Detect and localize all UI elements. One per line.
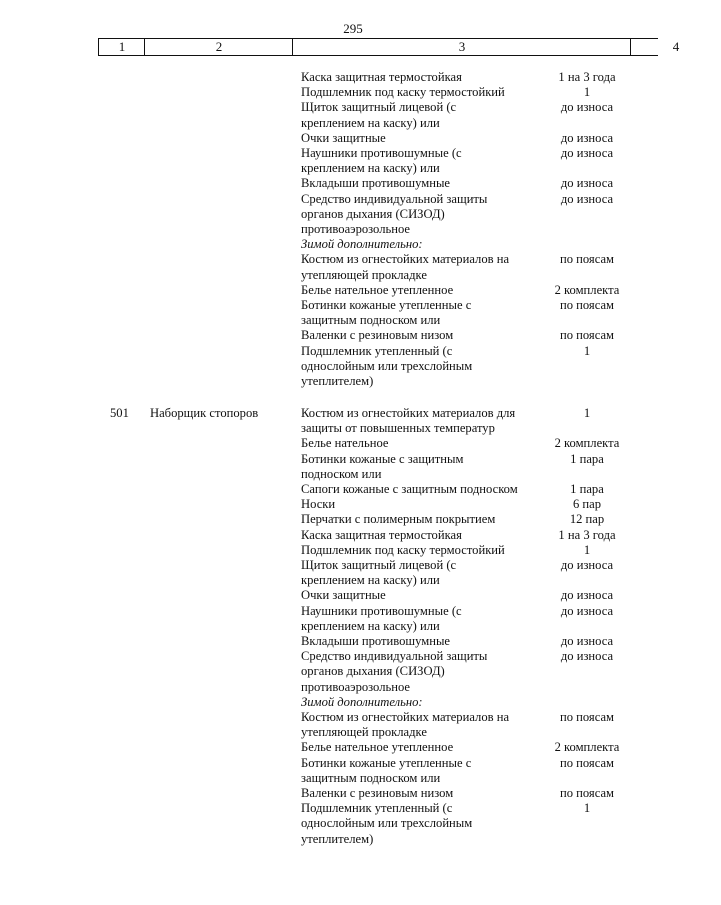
item-line: Наушники противошумные (с bbox=[301, 146, 462, 160]
item-quantity: 2 комплекта bbox=[554, 282, 620, 297]
item-quantity: 1 bbox=[583, 801, 591, 816]
item-line: органов дыхания (СИЗОД) bbox=[301, 206, 445, 221]
header-col-3: 3 bbox=[292, 39, 631, 55]
item-name bbox=[301, 436, 551, 451]
profession-name: Наборщик стопоров bbox=[150, 406, 259, 420]
item-quantity: до износа bbox=[560, 146, 614, 160]
item-quantity: до износа bbox=[560, 176, 614, 191]
item-name bbox=[301, 634, 551, 649]
item-quantity: до износа bbox=[560, 130, 614, 145]
item-line: Белье нательное утепленное bbox=[301, 740, 454, 755]
item-line: Вкладыши противошумные bbox=[301, 634, 451, 648]
item-quantity: до износа bbox=[560, 588, 614, 603]
item-quantity: 1 пара bbox=[570, 482, 604, 496]
table-header bbox=[98, 38, 680, 56]
item-quantity: 2 комплекта bbox=[554, 436, 620, 451]
item-name bbox=[301, 543, 551, 558]
item-line: утеплителем) bbox=[301, 831, 374, 846]
item-line: органов дыхания (СИЗОД) bbox=[301, 664, 445, 679]
item-line: подноском или bbox=[301, 466, 382, 481]
item-line: Средство индивидуальной защиты bbox=[301, 649, 488, 664]
item-line: Подшлемник утепленный (с bbox=[301, 343, 453, 358]
item-quantity: 1 пара bbox=[570, 451, 604, 466]
item-line: Наушники противошумные (с bbox=[301, 603, 462, 618]
header-col-1: 1 bbox=[98, 39, 145, 55]
item-name bbox=[301, 283, 551, 298]
item-line: Щиток защитный лицевой (с bbox=[301, 100, 457, 115]
item-name bbox=[301, 497, 551, 512]
item-line: креплением на каску) или bbox=[301, 161, 440, 176]
item-line: утепляющей прокладке bbox=[301, 267, 427, 282]
page-number: 295 bbox=[343, 21, 363, 36]
item-line: Костюм из огнестойких материалов на bbox=[301, 710, 510, 724]
item-name bbox=[301, 252, 551, 282]
item-name bbox=[301, 558, 551, 588]
item-line: Подшлемник под каску термостойкий bbox=[301, 85, 505, 100]
header-col-2: 2 bbox=[144, 39, 293, 55]
item-line: Белье нательное bbox=[301, 436, 389, 451]
item-line: Щиток защитный лицевой (с bbox=[301, 558, 457, 572]
item-line: Носки bbox=[301, 497, 336, 512]
item-quantity: до износа bbox=[560, 191, 614, 206]
item-line: Ботинки кожаные утепленные с bbox=[301, 298, 472, 312]
item-line: Подшлемник утепленный (с bbox=[301, 801, 453, 816]
section-note bbox=[301, 237, 551, 252]
section-note bbox=[301, 695, 551, 710]
item-line: Вкладыши противошумные bbox=[301, 176, 451, 191]
item-line: утеплителем) bbox=[301, 374, 374, 388]
item-quantity: 1 на 3 года bbox=[558, 527, 616, 542]
item-line: Перчатки с полимерным покрытием bbox=[301, 512, 496, 527]
item-name bbox=[301, 649, 551, 695]
item-quantity: по поясам bbox=[559, 298, 615, 312]
item-name bbox=[301, 604, 551, 634]
item-line: Каска защитная термостойкая bbox=[301, 70, 462, 84]
item-name bbox=[301, 588, 551, 603]
item-line: Костюм из огнестойких материалов для bbox=[301, 406, 516, 420]
item-line: Валенки с резиновым низом bbox=[301, 328, 454, 343]
item-name bbox=[301, 710, 551, 740]
item-line: утепляющей прокладке bbox=[301, 725, 427, 740]
item-quantity: по поясам bbox=[559, 252, 615, 267]
item-name bbox=[301, 344, 551, 390]
item-quantity: 1 bbox=[583, 542, 591, 557]
item-quantity: до износа bbox=[560, 603, 614, 618]
item-quantity: 1 bbox=[583, 343, 591, 358]
item-name bbox=[301, 146, 551, 176]
item-quantity: 6 пар bbox=[572, 497, 602, 512]
item-quantity: до износа bbox=[560, 649, 614, 664]
item-line: Ботинки кожаные с защитным bbox=[301, 451, 464, 466]
item-line: Белье нательное утепленное bbox=[301, 282, 454, 297]
item-line: креплением на каску) или bbox=[301, 618, 440, 633]
item-line: однослойным или трехслойным bbox=[301, 816, 473, 831]
item-name bbox=[301, 70, 551, 85]
item-line: защитным подноском или bbox=[301, 770, 441, 785]
item-quantity: 12 пар bbox=[569, 512, 605, 527]
item-name bbox=[301, 512, 551, 527]
item-line: Средство индивидуальной защиты bbox=[301, 191, 488, 206]
item-name bbox=[301, 801, 551, 847]
item-name bbox=[301, 482, 551, 497]
item-quantity: 1 bbox=[583, 406, 591, 420]
item-line: Сапоги кожаные с защитным подноском bbox=[301, 482, 518, 496]
item-quantity: 2 комплекта bbox=[554, 740, 620, 755]
item-name bbox=[301, 100, 551, 130]
item-name bbox=[301, 452, 551, 482]
item-line: Ботинки кожаные утепленные с bbox=[301, 755, 472, 770]
item-line: Костюм из огнестойких материалов на bbox=[301, 252, 510, 267]
item-name bbox=[301, 192, 551, 238]
item-name bbox=[301, 756, 551, 786]
item-line: защиты от повышенных температур bbox=[301, 421, 495, 436]
item-quantity: по поясам bbox=[559, 710, 615, 724]
item-quantity: по поясам bbox=[559, 755, 615, 770]
item-line: Очки защитные bbox=[301, 588, 386, 603]
item-quantity: по поясам bbox=[559, 328, 615, 343]
item-quantity: до износа bbox=[560, 634, 614, 648]
item-name bbox=[301, 298, 551, 328]
item-name bbox=[301, 528, 551, 543]
item-quantity: по поясам bbox=[559, 786, 615, 800]
item-name bbox=[301, 85, 551, 100]
item-name bbox=[301, 131, 551, 146]
item-line: Зимой дополнительно: bbox=[301, 237, 423, 252]
item-quantity: 1 на 3 года bbox=[558, 70, 616, 84]
profession-number: 501 bbox=[110, 406, 129, 420]
item-line: защитным подноском или bbox=[301, 313, 441, 328]
item-line: креплением на каску) или bbox=[301, 115, 440, 130]
item-line: однослойным или трехслойным bbox=[301, 358, 473, 373]
item-line: креплением на каску) или bbox=[301, 573, 440, 588]
item-name bbox=[301, 786, 551, 801]
item-quantity: 1 bbox=[583, 85, 591, 100]
item-name bbox=[301, 406, 551, 436]
item-line: Подшлемник под каску термостойкий bbox=[301, 542, 505, 557]
item-quantity: до износа bbox=[560, 558, 614, 572]
item-line: Зимой дополнительно: bbox=[301, 694, 423, 709]
item-line: Валенки с резиновым низом bbox=[301, 786, 454, 800]
item-quantity: до износа bbox=[560, 100, 614, 115]
header-col-4: 4 bbox=[630, 39, 721, 55]
item-line: Каска защитная термостойкая bbox=[301, 527, 462, 542]
item-line: противоаэрозольное bbox=[301, 222, 410, 236]
item-name bbox=[301, 328, 551, 343]
item-line: Очки защитные bbox=[301, 130, 386, 145]
item-line: противоаэрозольное bbox=[301, 679, 410, 694]
item-name bbox=[301, 176, 551, 191]
item-name bbox=[301, 740, 551, 755]
